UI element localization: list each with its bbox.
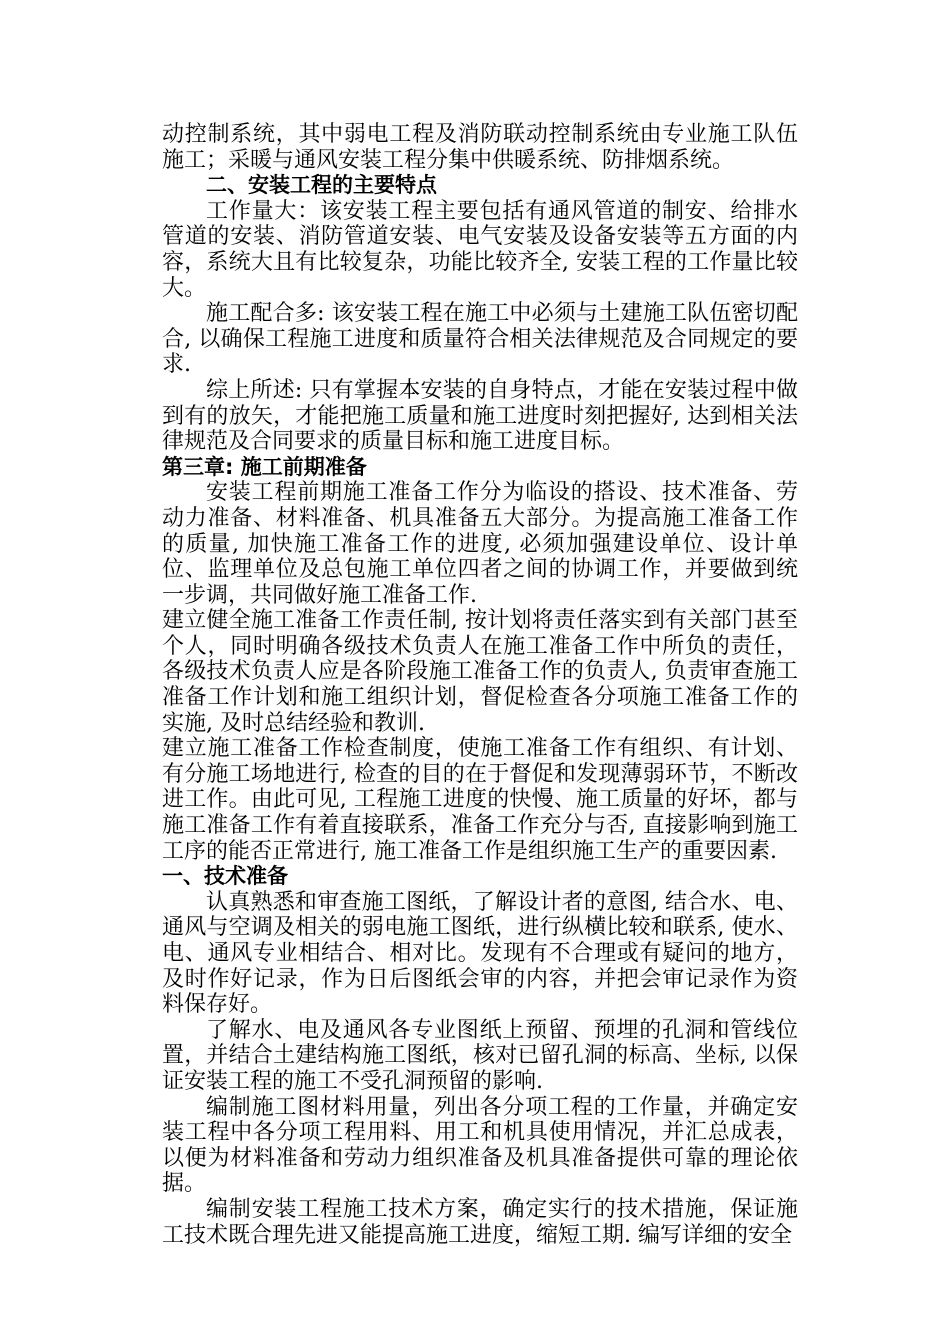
section-heading-main-features: 二、安装工程的主要特点 bbox=[206, 173, 437, 198]
chapter-heading-preparation: 第三章: 施工前期准备 bbox=[162, 454, 367, 479]
paragraph-workload: 工作量大：该安装工程主要包括有通风管道的制安、给排水管道的安装、消防管道安装、电气安装及设备安装等五方面的内容，系统大且有比较复杂，功能比较齐全, 安装工程的工作量比较大。 bbox=[162, 198, 798, 301]
paragraph-reserved-holes: 了解水、电及通风各专业图纸上预留、预埋的孔洞和管线位置，并结合土建结构施工图纸，核对已留孔洞的标高、坐标, 以保证安装工程的施工不受孔洞预留的影响. bbox=[162, 1017, 798, 1094]
paragraph-coordination: 施工配合多: 该安装工程在施工中必须与土建施工队伍密切配合, 以确保工程施工进度和质量符合相关法律规范及合同规定的要求. bbox=[162, 301, 798, 378]
paragraph-inspection-system: 建立施工准备工作检查制度，使施工准备工作有组织、有计划、有分施工场地进行, 检查的目的在于督促和发现薄弱环节，不断改进工作。由此可见, 工程施工进度的快慢、施工质量的好坏，都与施工准备工作有着直接联系，准备工作充分与否, 直接影响到施工工序的能否正常进行, 施工准备工作是组织施工生产的重要因素. bbox=[162, 736, 798, 864]
paragraph-drawing-review: 认真熟悉和审查施工图纸，了解设计者的意图, 结合水、电、通风与空调及相关的弱电施工图纸，进行纵横比较和联系, 使水、电、通风专业相结合、相对比。发现有不合理或有疑问的地方，及时作好记录，作为日后图纸会审的内容，并把会审记录作为资料保存好。 bbox=[162, 889, 798, 1018]
paragraph-summary: 综上所述: 只有掌握本安装的自身特点，才能在安装过程中做到有的放矢，才能把施工质量和施工进度时刻把握好, 达到相关法律规范及合同要求的质量目标和施工进度目标。 bbox=[162, 377, 798, 455]
paragraph-preparation-overview: 安装工程前期施工准备工作分为临设的搭设、技术准备、劳动力准备、材料准备、机具准备五大部分。为提高施工准备工作的质量, 加快施工准备工作的进度, 必须加强建设单位、设计单位、监理单位及总包施工单位四者之间的协调工作，并要做到统一步调，共同做好施工准备工作. bbox=[162, 480, 798, 608]
paragraph-responsibility-system: 建立健全施工准备工作责任制, 按计划将责任落实到有关部门甚至个人，同时明确各级技术负责人在施工准备工作中所负的责任，各级技术负责人应是各阶段施工准备工作的负责人, 负责审查施工准备工作计划和施工组织计划，督促检查各分项施工准备工作的实施, 及时总结经验和教训. bbox=[162, 608, 798, 736]
section-heading-technical-preparation: 一、技术准备 bbox=[162, 864, 288, 889]
document-body bbox=[162, 122, 798, 1248]
paragraph-system-continuation: 动控制系统，其中弱电工程及消防联动控制系统由专业施工队伍施工；采暖与通风安装工程分集中供暖系统、防排烟系统。 bbox=[162, 122, 798, 173]
paragraph-material-quantities: 编制施工图材料用量，列出各分项工程的工作量，并确定安装工程中各分项工程用料、用工和机具使用情况，并汇总成表，以便为材料准备和劳动力组织准备及机具准备提供可靠的理论依据。 bbox=[162, 1094, 798, 1197]
paragraph-technical-plan: 编制安装工程施工技术方案，确定实行的技术措施，保证施工技术既合理先进又能提高施工进度，缩短工期. 编写详细的安全 bbox=[162, 1196, 798, 1248]
